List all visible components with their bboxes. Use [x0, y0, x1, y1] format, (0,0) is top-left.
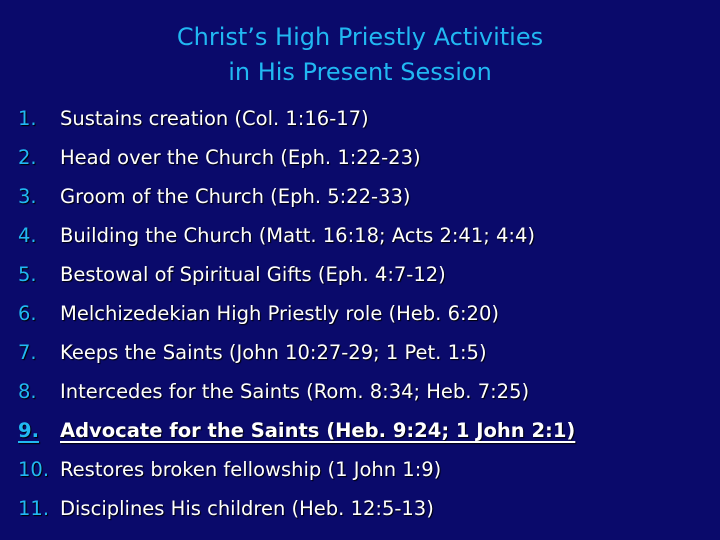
list-item	[18, 335, 708, 374]
item-number: 11.	[18, 497, 50, 520]
item-number: 7.	[18, 341, 37, 364]
list-item	[18, 101, 708, 140]
list-item	[18, 179, 708, 218]
item-text: Keeps the Saints (John 10:27-29; 1 Pet. 1:5)	[60, 341, 487, 364]
list-item	[18, 491, 708, 530]
item-text: Sustains creation (Col. 1:16-17)	[60, 107, 369, 130]
item-text: Restores broken fellowship (1 John 1:9)	[60, 458, 442, 481]
item-number: 3.	[18, 185, 37, 208]
item-number: 5.	[18, 263, 37, 286]
item-number: 8.	[18, 380, 37, 403]
list-item	[18, 140, 708, 179]
item-text: Building the Church (Matt. 16:18; Acts 2:41; 4:4)	[60, 224, 536, 247]
item-number: 4.	[18, 224, 37, 247]
item-text: Melchizedekian High Priestly role (Heb. 6:20)	[60, 302, 499, 325]
item-text: Advocate for the Saints (Heb. 9:24; 1 John 2:1)	[60, 419, 576, 442]
item-text: Groom of the Church (Eph. 5:22-33)	[60, 185, 411, 208]
list-item	[18, 374, 708, 413]
item-number: 10.	[18, 458, 50, 481]
list-item	[18, 452, 708, 491]
item-number: 2.	[18, 146, 37, 169]
title-line-1: Christ’s High Priestly Activities	[176, 23, 544, 51]
item-text: Head over the Church (Eph. 1:22-23)	[60, 146, 421, 169]
item-text: Disciplines His children (Heb. 12:5-13)	[60, 497, 434, 520]
list-item	[18, 257, 708, 296]
item-number: 1.	[18, 107, 37, 130]
list-item-highlighted	[18, 413, 708, 452]
title-line-2: in His Present Session	[228, 58, 492, 86]
item-text: Intercedes for the Saints (Rom. 8:34; Heb. 7:25)	[60, 380, 530, 403]
item-number: 9.	[18, 419, 39, 442]
item-text: Bestowal of Spiritual Gifts (Eph. 4:7-12)	[60, 263, 446, 286]
item-number: 6.	[18, 302, 37, 325]
slide-title	[0, 20, 720, 90]
activities-list	[18, 101, 708, 530]
list-item	[18, 218, 708, 257]
list-item	[18, 296, 708, 335]
